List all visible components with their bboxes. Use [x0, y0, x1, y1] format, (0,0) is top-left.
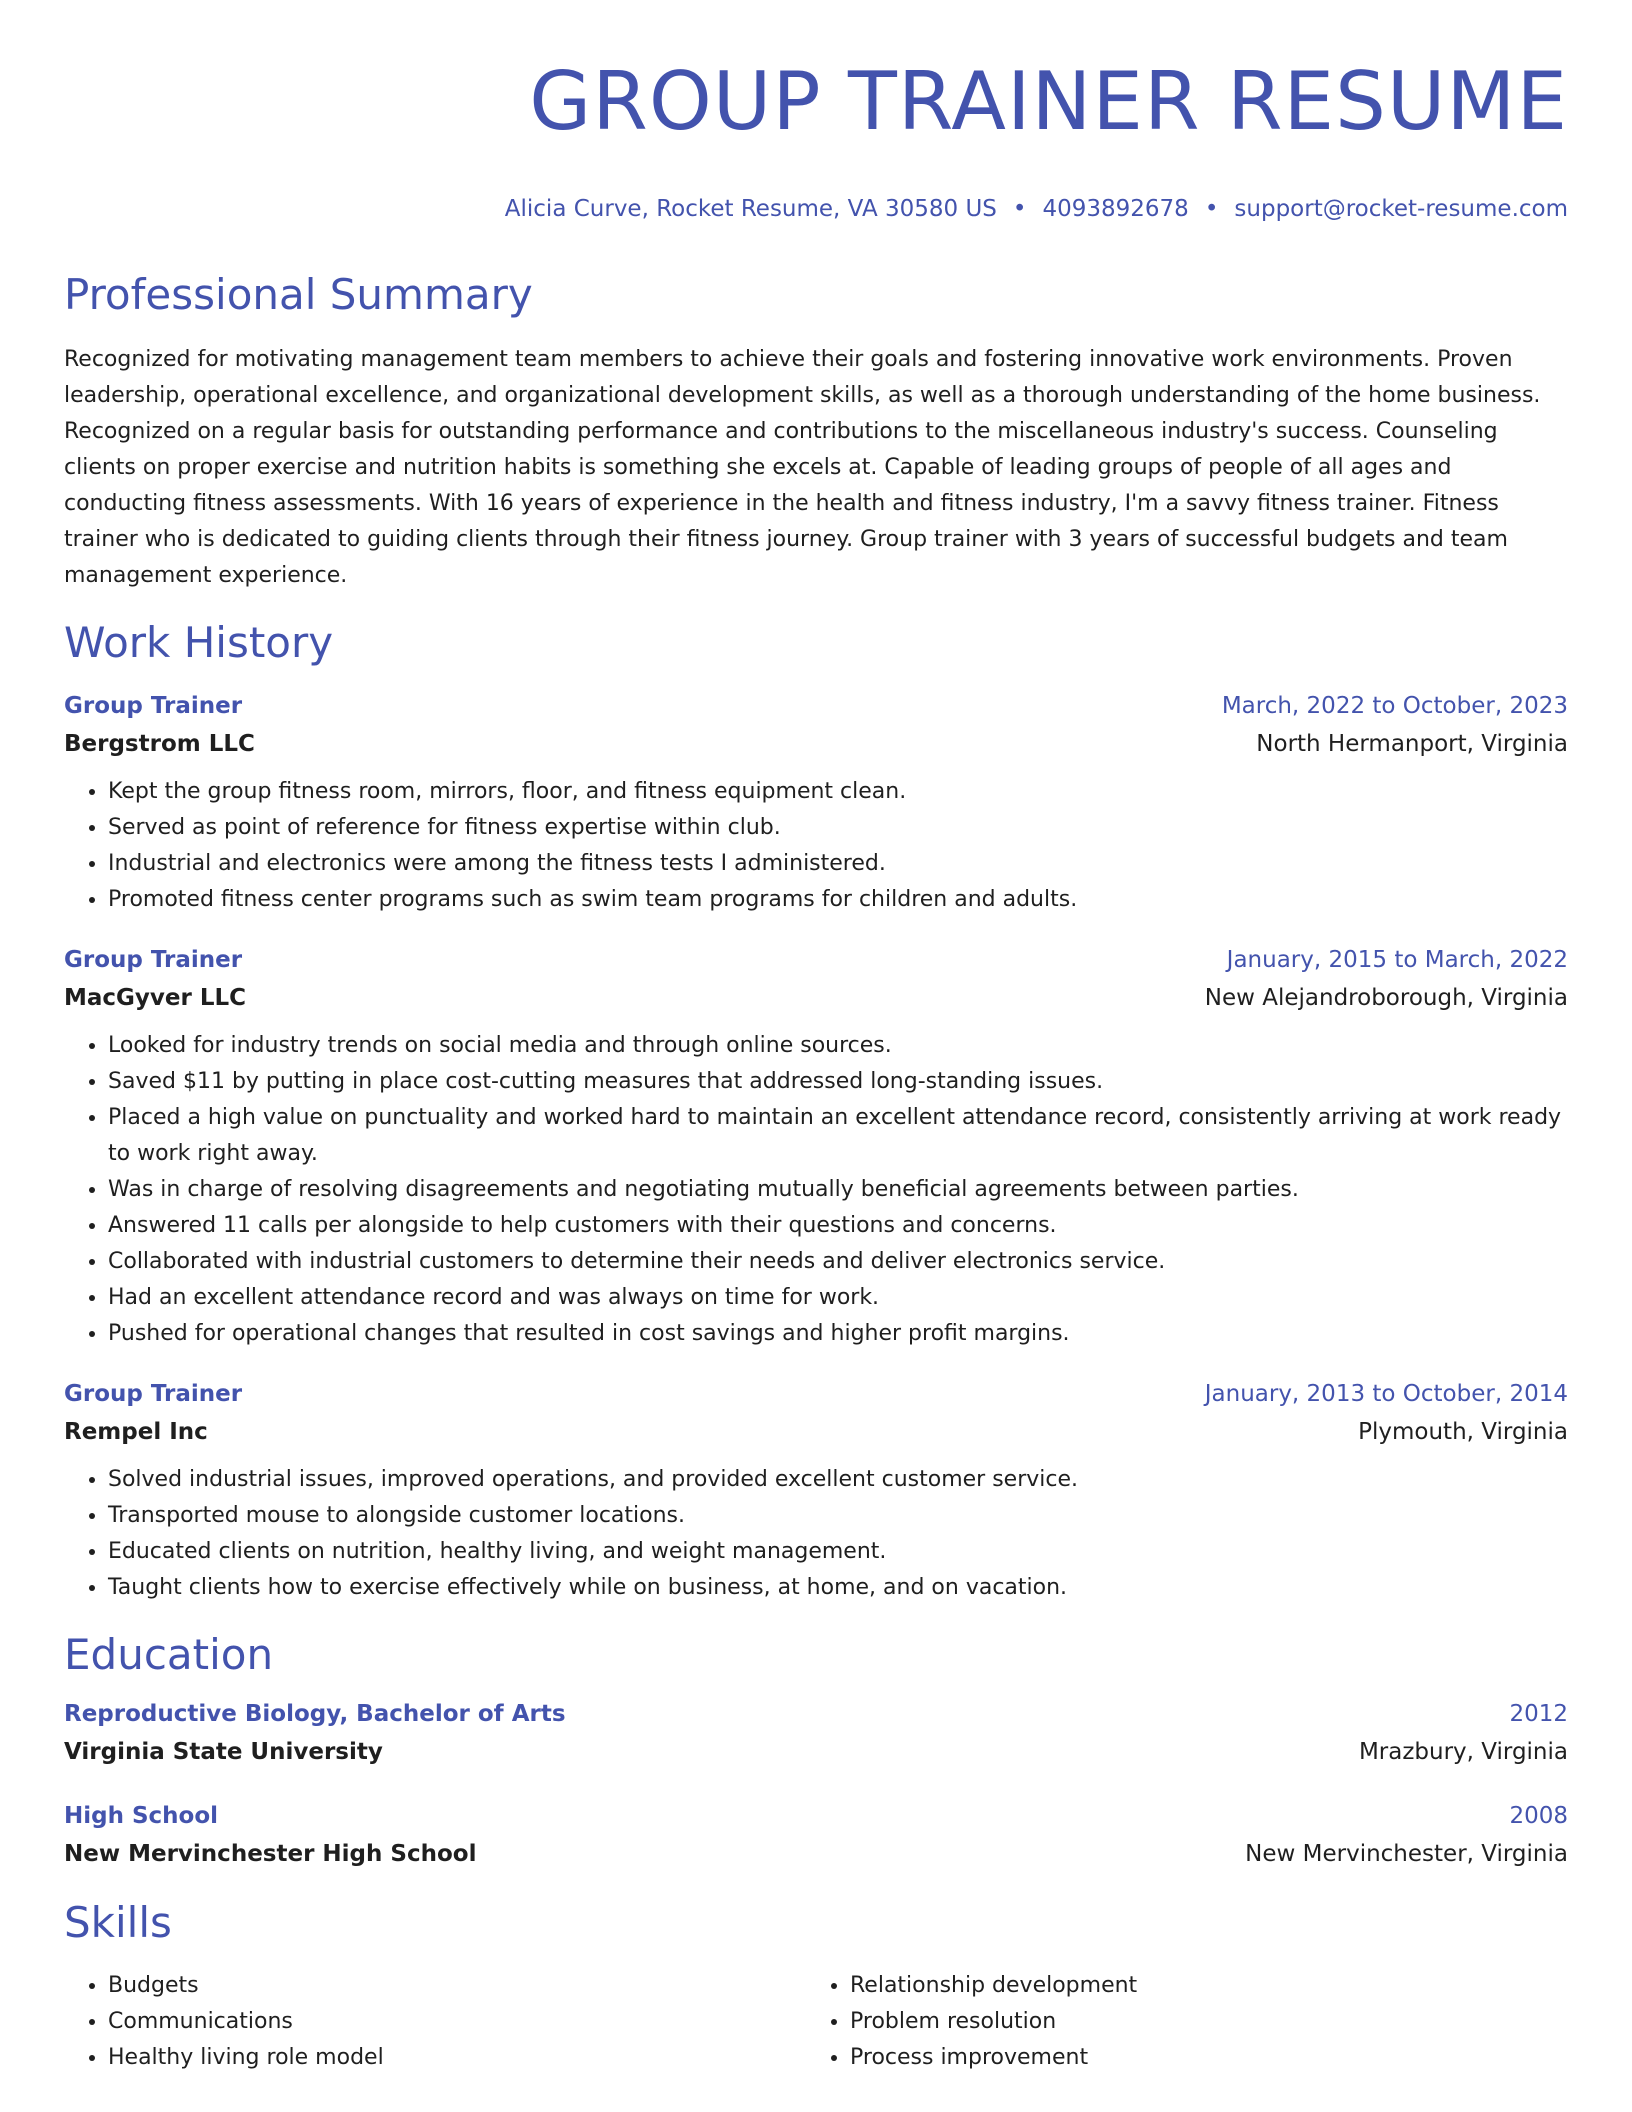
job-entry [64, 1376, 1568, 1606]
job-bullet: • Looked for industry trends on social media and through online sources. [108, 1028, 1568, 1064]
job-bullet: • Had an excellent attendance record and was always on time for work. [108, 1280, 1568, 1316]
job-header [64, 942, 1568, 978]
job-bullet: • Saved $11 by putting in place cost-cutting measures that addressed long-standing issues. [108, 1064, 1568, 1100]
skill-item: • Healthy living role model [108, 2040, 806, 2076]
work-history-heading: Work History [64, 618, 334, 667]
job-role: Group Trainer [64, 1381, 243, 1407]
summary-text: Recognized for motivating management team members to achieve their goals and fostering innovative work environments. Proven leadership, operational excellence, and organizational development skills, as well as a thorough understanding of the home business. Recognized on a regular basis for outstanding performance and contributions to the miscellaneous industry's success. Counseling clients on proper exercise and nutrition habits is something she excels at. Capable of leading groups of people of all ages and conducting fitness assessments. With 16 years of experience in the health and fitness industry, I'm a savvy fitness trainer. Fitness trainer who is dedicated to guiding clients through their fitness journey. Group trainer with 3 years of successful budgets and team management experience. [64, 347, 1541, 588]
skill-item: • Process improvement [850, 2040, 1548, 2076]
education-school: Virginia State University [64, 1739, 383, 1765]
job-header [64, 1376, 1568, 1412]
education-degree: High School [64, 1803, 219, 1829]
job-company: Rempel Inc [64, 1419, 208, 1445]
contact-line [64, 194, 1568, 224]
skill-item: • Communications [108, 2004, 806, 2040]
job-bullets [64, 1028, 1568, 1352]
job-bullet: • Transported mouse to alongside customer locations. [108, 1498, 1568, 1534]
job-header [64, 688, 1568, 724]
work-history-section [64, 616, 1568, 1606]
job-bullets [64, 774, 1568, 918]
job-role: Group Trainer [64, 947, 243, 973]
skills-grid [64, 1968, 1568, 2076]
education-header [64, 1696, 1568, 1732]
education-school: New Mervinchester High School [64, 1841, 477, 1867]
job-subheader [64, 724, 1568, 764]
job-subheader [64, 1412, 1568, 1452]
education-entry [64, 1798, 1568, 1874]
job-bullet: • Answered 11 calls per alongside to help customers with their questions and concerns. [108, 1208, 1568, 1244]
skills-list [806, 1968, 1548, 2076]
job-bullet: • Promoted fitness center programs such as swim team programs for children and adults. [108, 882, 1568, 918]
contact-separator: • [1204, 196, 1219, 222]
job-bullet: • Served as point of reference for fitness expertise within club. [108, 810, 1568, 846]
summary-section [64, 268, 1568, 594]
skills-section [64, 1896, 1568, 2076]
education-subheader [64, 1732, 1568, 1772]
contact-email[interactable]: support@rocket-resume.com [1234, 196, 1568, 222]
job-subheader [64, 978, 1568, 1018]
education-year: 2008 [1509, 1803, 1568, 1829]
education-heading: Education [64, 1630, 274, 1679]
job-bullet: • Solved industrial issues, improved operations, and provided excellent customer service. [108, 1462, 1568, 1498]
education-section [64, 1628, 1568, 1874]
job-bullet: • Placed a high value on punctuality and worked hard to maintain an excellent attendance record, consistently arriving at work ready to work right away. [108, 1100, 1568, 1172]
job-bullet: • Industrial and electronics were among the fitness tests I administered. [108, 846, 1568, 882]
skills-column-left [64, 1968, 806, 2076]
job-bullets [64, 1462, 1568, 1606]
education-entry [64, 1696, 1568, 1772]
job-bullet: • Pushed for operational changes that resulted in cost savings and higher profit margins. [108, 1316, 1568, 1352]
resume-title: GROUP TRAINER RESUME [529, 55, 1568, 148]
education-location: Mrazbury, Virginia [1358, 1739, 1568, 1765]
contact-phone: 4093892678 [1042, 196, 1189, 222]
job-bullet: • Kept the group fitness room, mirrors, floor, and fitness equipment clean. [108, 774, 1568, 810]
skill-item: • Relationship development [850, 1968, 1548, 2004]
skill-item: • Budgets [108, 1968, 806, 2004]
job-entry [64, 942, 1568, 1352]
job-location: North Hermanport, Virginia [1256, 731, 1568, 757]
education-location: New Mervinchester, Virginia [1245, 1841, 1568, 1867]
summary-heading: Professional Summary [64, 270, 533, 319]
skills-column-right [806, 1968, 1548, 2076]
job-dates: January, 2015 to March, 2022 [1226, 947, 1568, 973]
job-company: MacGyver LLC [64, 985, 247, 1011]
skills-list [64, 1968, 806, 2076]
job-bullet: • Was in charge of resolving disagreements and negotiating mutually beneficial agreements between parties. [108, 1172, 1568, 1208]
skills-heading: Skills [64, 1898, 172, 1947]
skill-item: • Problem resolution [850, 2004, 1548, 2040]
job-entry [64, 688, 1568, 918]
job-role: Group Trainer [64, 693, 243, 719]
contact-separator: • [1012, 196, 1027, 222]
job-company: Bergstrom LLC [64, 731, 255, 757]
contact-address: Alicia Curve, Rocket Resume, VA 30580 US [504, 196, 997, 222]
job-bullet: • Taught clients how to exercise effectively while on business, at home, and on vacation. [108, 1570, 1568, 1606]
education-subheader [64, 1834, 1568, 1874]
job-dates: January, 2013 to October, 2014 [1204, 1381, 1568, 1407]
job-location: Plymouth, Virginia [1358, 1419, 1568, 1445]
job-dates: March, 2022 to October, 2023 [1221, 693, 1568, 719]
job-location: New Alejandroborough, Virginia [1204, 985, 1568, 1011]
education-degree: Reproductive Biology, Bachelor of Arts [64, 1701, 566, 1727]
job-bullet: • Educated clients on nutrition, healthy living, and weight management. [108, 1534, 1568, 1570]
education-year: 2012 [1509, 1701, 1568, 1727]
job-bullet: • Collaborated with industrial customers to determine their needs and deliver electronics service. [108, 1244, 1568, 1280]
education-header [64, 1798, 1568, 1834]
